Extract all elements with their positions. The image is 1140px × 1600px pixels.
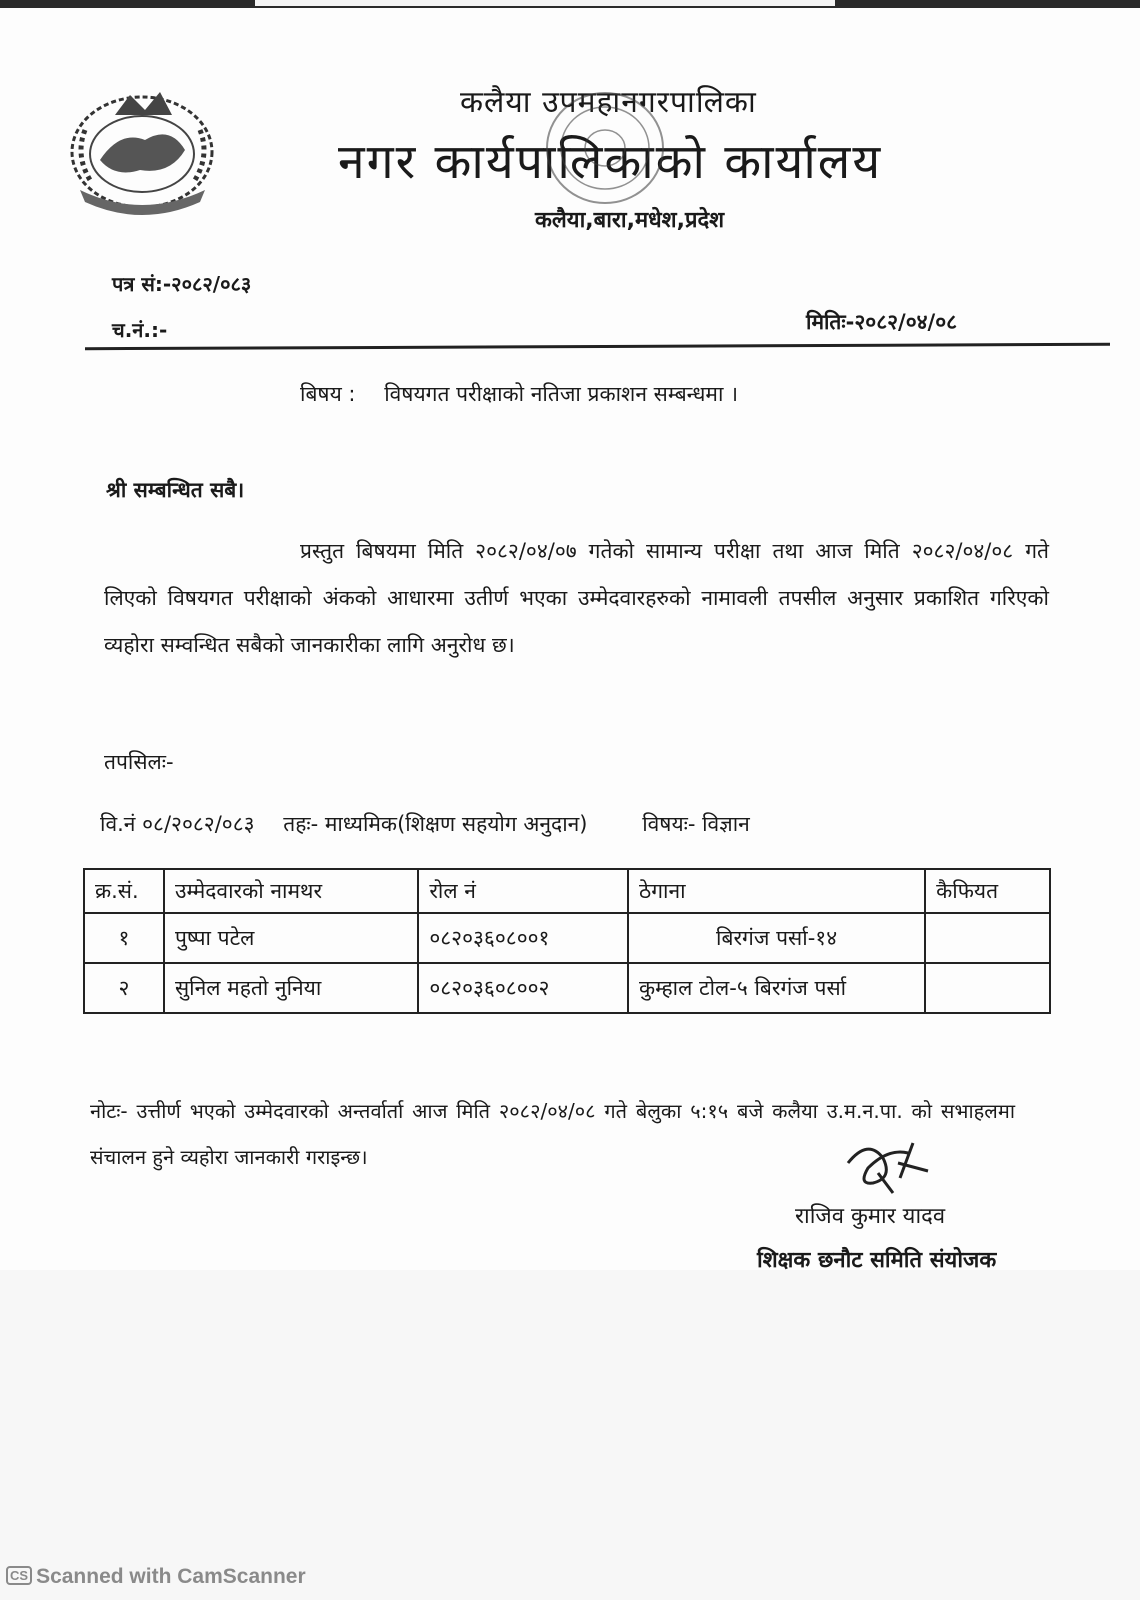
cell-roll: ०८२०३६०८००१ <box>418 913 628 963</box>
cell-address: कुम्हाल टोल-५ बिरगंज पर्सा <box>628 963 925 1013</box>
camscanner-logo-icon: CS <box>6 1566 32 1585</box>
scanner-watermark <box>6 1565 306 1589</box>
cell-name: सुनिल महतो नुनिया <box>164 963 418 1013</box>
office-name: नगर कार्यपालिकाको कार्यालय <box>338 134 883 190</box>
letter-body: प्रस्तुत बिषयमा मिति २०८२/०४/०७ गतेको सामान्य परीक्षा तथा आज मिति २०८२/०४/०८ गते लिएको विषयगत परीक्षाको अंकको आधारमा उतीर्ण भएका उम्मेदवारहरुको नामावली तपसील अनुसार प्रकाशित गरिएको व्यहोरा सम्वन्धित सबैको जानकारीका लागि अनुरोध छ। <box>104 539 1049 657</box>
table-row <box>84 963 1050 1013</box>
handwritten-signature <box>838 1133 948 1203</box>
details-label: तपसिलः- <box>104 750 174 774</box>
scan-top-edge-gap <box>255 0 835 6</box>
subject-line <box>300 380 738 408</box>
column-header-serial: क्र.सं. <box>84 869 164 913</box>
header-divider <box>85 343 1110 350</box>
column-header-address: ठेगाना <box>628 869 925 913</box>
column-header-name: उम्मेदवारको नामथर <box>164 869 418 913</box>
watermark-text: Scanned with CamScanner <box>36 1565 306 1588</box>
nepal-emblem-icon <box>60 70 225 220</box>
dispatch-number: च.नं.:- <box>112 318 168 342</box>
table-row <box>84 913 1050 963</box>
cell-serial: २ <box>84 963 164 1013</box>
letter-reference-number: पत्र सं:-२०८२/०८३ <box>112 272 252 296</box>
cell-name: पुष्पा पटेल <box>164 913 418 963</box>
cell-roll: ०८२०३६०८००२ <box>418 963 628 1013</box>
letter-date: मितिः-२०८२/०४/०८ <box>806 310 958 334</box>
municipality-name: कलैया उपमहानगरपालिका <box>460 85 757 120</box>
cell-remarks <box>925 963 1050 1013</box>
salutation: श्री सम्बन्धित सबै। <box>106 478 245 502</box>
advertisement-number: वि.नं ०८/२०८२/०८३ <box>100 812 255 836</box>
subject-label: बिषय : <box>300 382 356 406</box>
exam-subject: विषयः- विज्ञान <box>642 812 750 836</box>
office-seal-stamp <box>540 86 670 211</box>
signatory-title: शिक्षक छनौट समिति संयोजक <box>757 1248 997 1273</box>
cell-address: बिरगंज पर्सा-१४ <box>628 913 925 963</box>
column-header-remarks: कैफियत <box>925 869 1050 913</box>
advertisement-line <box>100 810 750 838</box>
letter-page <box>0 8 1140 1600</box>
interview-note: नोटः- उत्तीर्ण भएको उम्मेदवारको अन्तर्वार्ता आज मिति २०८२/०४/०८ गते बेलुका ५:१५ बजे कलैया उ.म.न.पा. को सभाहलमा संचालन हुने व्यहोरा जानकारी गराइन्छ। <box>90 1099 1015 1169</box>
result-table <box>83 868 1051 1014</box>
cell-remarks <box>925 913 1050 963</box>
column-header-roll: रोल नं <box>418 869 628 913</box>
signatory-name: राजिव कुमार यादव <box>795 1204 946 1229</box>
table-header-row <box>84 869 1050 913</box>
office-address: कलैया,बारा,मधेश,प्रदेश <box>535 208 725 233</box>
position-level: तहः- माध्यमिक(शिक्षण सहयोग अनुदान) <box>283 812 588 836</box>
cell-serial: १ <box>84 913 164 963</box>
subject-text: विषयगत परीक्षाको नतिजा प्रकाशन सम्बन्धमा । <box>384 382 739 406</box>
